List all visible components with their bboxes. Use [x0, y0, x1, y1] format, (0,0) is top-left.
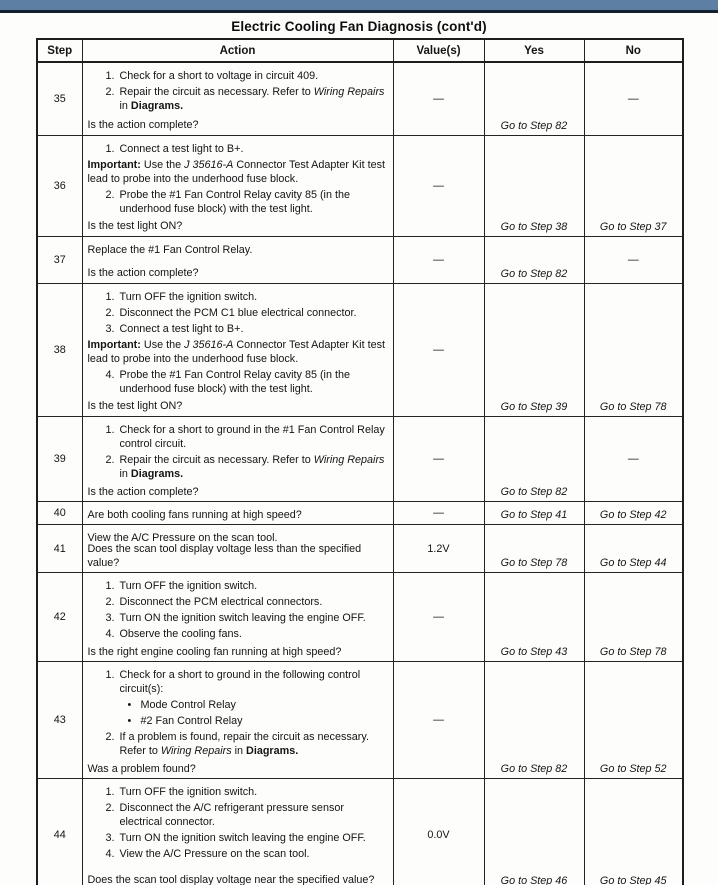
value-cell: 0.0V — [393, 779, 484, 885]
bullet-icon: • — [127, 699, 132, 712]
action-line-bullet — [128, 714, 389, 728]
header-values: Value(s) — [393, 39, 484, 62]
row-question: Is the action complete? — [87, 485, 199, 498]
action-list — [83, 284, 393, 416]
no-cell — [584, 135, 683, 236]
action-text-segment: Observe the cooling fans. — [119, 628, 242, 641]
no-goto-text: Go to Step 78 — [599, 646, 667, 659]
list-item-text — [120, 453, 389, 481]
row-question: Does the scan tool display voltage less than the specified value? — [87, 543, 362, 569]
action-line-num — [100, 142, 389, 156]
action-line-num — [100, 831, 389, 845]
action-text-segment: Disconnect the PCM electrical connectors. — [119, 596, 323, 609]
step-number: 39 — [37, 416, 82, 501]
action-text-segment: Repair the circuit as necessary. Refer to — [119, 453, 314, 466]
list-item-text — [120, 306, 389, 320]
yes-goto-text: Go to Step 41 — [500, 509, 568, 521]
row-question: Are both cooling fans running at high speed? — [87, 508, 302, 521]
action-line-bullet — [128, 698, 389, 712]
no-cell — [584, 662, 683, 779]
yes-goto-text: Go to Step 82 — [500, 267, 568, 280]
no-cell — [584, 283, 683, 416]
no-cell — [584, 62, 683, 135]
step-number: 41 — [37, 525, 82, 573]
action-text-segment: Turn OFF the ignition switch. — [119, 580, 258, 592]
list-number: 1. — [105, 580, 115, 592]
action-cell — [82, 283, 393, 416]
yes-goto-text: Go to Step 43 — [500, 646, 568, 659]
list-item-text — [120, 595, 389, 609]
yes-goto-text: Go to Step 38 — [500, 220, 568, 233]
yes-cell — [484, 236, 584, 283]
action-text-segment: in — [231, 745, 247, 758]
header-step: Step — [37, 39, 82, 62]
header-action: Action — [82, 39, 393, 62]
yes-cell — [484, 135, 584, 236]
step-number: 36 — [37, 135, 82, 236]
yes-goto-text: Go to Step 82 — [500, 486, 568, 498]
table-row-step-36 — [37, 135, 683, 236]
action-cell — [82, 662, 393, 779]
list-number: 3. — [105, 612, 115, 625]
value-cell: — — [393, 573, 484, 662]
yes-cell — [484, 62, 584, 135]
yes-cell — [484, 283, 584, 416]
action-text-segment: J 35616-A — [184, 158, 234, 171]
row-question: Is the action complete? — [87, 267, 199, 280]
list-number: 2. — [105, 596, 115, 609]
action-text-segment: Probe the #1 Fan Control Relay cavity 85 (in the underhood fuse block) with the test light. — [119, 188, 350, 215]
row-question: Is the action complete? — [87, 119, 199, 132]
action-text-segment: Wiring Repairs — [160, 745, 232, 758]
list-item-text — [120, 322, 389, 336]
list-item-text — [120, 142, 389, 156]
list-number: 2. — [105, 86, 115, 99]
table-row-step-43 — [37, 662, 683, 779]
action-cell — [82, 779, 393, 885]
no-goto-text: Go to Step 44 — [599, 557, 667, 569]
list-number: 1. — [105, 142, 115, 155]
list-item-text — [120, 847, 389, 861]
action-text-segment: Important: — [87, 158, 141, 171]
row-question: Was a problem found? — [87, 762, 196, 775]
list-number: 1. — [105, 669, 115, 682]
action-text-segment: Check for a short to ground in the #1 Fan Control Relay control circuit. — [119, 423, 385, 450]
action-line-para — [88, 338, 389, 366]
list-number: 1. — [105, 70, 115, 82]
action-cell — [82, 502, 393, 525]
step-number: 38 — [37, 283, 82, 416]
list-item-text — [120, 831, 389, 845]
action-text-segment: Connect a test light to B+. — [119, 322, 244, 335]
yes-cell — [484, 502, 584, 525]
yes-cell — [484, 779, 584, 885]
list-number: 1. — [105, 423, 115, 436]
list-item-text — [120, 611, 389, 625]
no-goto-text: Go to Step 42 — [599, 509, 667, 521]
action-line-num — [100, 69, 389, 83]
list-number: 2. — [105, 306, 115, 319]
yes-goto-text: Go to Step 82 — [500, 119, 568, 132]
action-line-num — [100, 730, 389, 758]
action-text-segment: Connect a test light to B+. — [119, 142, 244, 155]
table-header-row — [37, 39, 683, 62]
action-text-segment: Turn ON the ignition switch leaving the engine OFF. — [119, 832, 366, 845]
action-cell — [82, 573, 393, 662]
action-text-segment: in — [119, 467, 131, 480]
action-line-num — [100, 85, 389, 113]
row-question: Is the test light ON? — [87, 400, 183, 413]
list-item-text — [120, 69, 389, 83]
action-text-segment: Turn ON the ignition switch leaving the engine OFF. — [119, 612, 366, 625]
action-text-segment: Repair the circuit as necessary. Refer to — [119, 86, 314, 99]
action-text-segment: Diagrams. — [246, 745, 299, 758]
action-line-num — [100, 423, 389, 451]
yes-cell — [484, 573, 584, 662]
yes-cell — [484, 416, 584, 501]
list-item-text — [120, 85, 389, 113]
list-item-text — [120, 668, 389, 696]
top-window-bar — [0, 0, 718, 13]
yes-cell — [484, 525, 584, 573]
action-list — [83, 662, 393, 778]
list-number: 3. — [105, 832, 115, 845]
table-row-step-42 — [37, 573, 683, 662]
table-row-step-41 — [37, 525, 683, 573]
list-number: 3. — [105, 322, 115, 335]
no-cell — [584, 236, 683, 283]
list-number: 4. — [105, 368, 115, 381]
bullet-item-text — [141, 698, 236, 712]
action-text-segment: Check for a short to ground in the following control circuit(s): — [119, 669, 361, 696]
action-cell — [82, 135, 393, 236]
yes-goto-text: Go to Step 78 — [500, 557, 568, 569]
value-cell: — — [393, 62, 484, 135]
action-text-segment: View the A/C Pressure on the scan tool. — [87, 532, 278, 544]
no-goto-text: — — [627, 92, 639, 105]
action-text-segment: Use the — [140, 338, 185, 351]
action-line-para — [88, 158, 389, 186]
action-line-num — [100, 785, 389, 799]
action-text-segment: Mode Control Relay — [140, 699, 236, 712]
list-number: 4. — [105, 628, 115, 641]
action-text-segment: Turn OFF the ignition switch. — [119, 290, 258, 303]
list-item-text — [120, 801, 389, 829]
action-line-num — [100, 188, 389, 216]
table-row-step-44 — [37, 779, 683, 885]
step-number: 44 — [37, 779, 82, 885]
action-text-segment: Diagrams. — [130, 467, 184, 480]
action-cell — [82, 62, 393, 135]
row-question: Does the scan tool display voltage near the specified value? — [87, 874, 375, 885]
action-list — [83, 779, 393, 881]
no-cell — [584, 525, 683, 573]
action-text-segment: Check for a short to voltage in circuit 409. — [119, 70, 319, 82]
value-cell: — — [393, 283, 484, 416]
list-number: 2. — [105, 188, 115, 201]
list-item-text — [120, 627, 389, 641]
table-row-step-37 — [37, 236, 683, 283]
action-line-para — [88, 243, 389, 257]
action-text-segment: Wiring Repairs — [313, 86, 385, 99]
action-line-num — [100, 368, 389, 396]
no-goto-text: — — [627, 253, 639, 266]
yes-goto-text: Go to Step 46 — [500, 874, 568, 885]
no-cell — [584, 502, 683, 525]
table-body — [37, 62, 683, 885]
action-line-num — [100, 668, 389, 696]
action-text-segment: Wiring Repairs — [313, 453, 385, 466]
value-cell: 1.2V — [393, 525, 484, 573]
action-text-segment: If a problem is found, repair the circuit as necessary. Refer to — [119, 731, 369, 758]
list-number: 2. — [105, 453, 115, 466]
list-number: 1. — [105, 290, 115, 303]
value-cell: — — [393, 236, 484, 283]
action-line-num — [100, 306, 389, 320]
bullet-item-text — [141, 714, 243, 728]
action-text-segment: J 35616-A — [184, 338, 234, 351]
table-row-step-35 — [37, 62, 683, 135]
no-cell — [584, 573, 683, 662]
diagnosis-table — [36, 38, 684, 885]
action-text-segment: Use the — [140, 158, 185, 171]
action-text-segment: Probe the #1 Fan Control Relay cavity 85 (in the underhood fuse block) with the test light. — [119, 368, 350, 395]
header-no: No — [584, 39, 683, 62]
action-text-segment: Replace the #1 Fan Control Relay. — [87, 243, 253, 256]
no-goto-text: Go to Step 52 — [599, 763, 667, 776]
no-goto-text: Go to Step 37 — [599, 220, 667, 233]
action-text-segment: Disconnect the PCM C1 blue electrical connector. — [119, 306, 357, 319]
action-line-num — [100, 847, 389, 861]
no-cell — [584, 416, 683, 501]
action-line-num — [100, 611, 389, 625]
row-question: Is the right engine cooling fan running at high speed? — [87, 645, 342, 658]
action-line-num — [100, 801, 389, 829]
yes-goto-text: Go to Step 82 — [500, 763, 568, 776]
header-yes: Yes — [484, 39, 584, 62]
no-goto-text: Go to Step 45 — [599, 874, 667, 885]
yes-goto-text: Go to Step 39 — [500, 400, 568, 413]
table-row-step-40 — [37, 502, 683, 525]
action-line-num — [100, 627, 389, 641]
action-text-segment: Diagrams. — [130, 100, 184, 113]
list-number: 1. — [105, 786, 115, 799]
value-cell: — — [393, 502, 484, 525]
step-number: 42 — [37, 573, 82, 662]
table-row-step-38 — [37, 283, 683, 416]
list-item-text — [120, 730, 389, 758]
action-text-segment: Important: — [87, 338, 141, 351]
action-text-segment: View the A/C Pressure on the scan tool. — [119, 848, 310, 861]
list-number: 2. — [105, 802, 115, 815]
no-cell — [584, 779, 683, 885]
list-item-text — [120, 368, 389, 396]
action-text-segment: Turn OFF the ignition switch. — [119, 786, 258, 799]
action-cell — [82, 236, 393, 283]
action-cell — [82, 525, 393, 573]
list-item-text — [120, 188, 389, 216]
step-number: 43 — [37, 662, 82, 779]
list-item-text — [120, 423, 389, 451]
action-cell — [82, 416, 393, 501]
row-question: Is the test light ON? — [87, 220, 183, 233]
page-title: Electric Cooling Fan Diagnosis (cont'd) — [231, 19, 487, 34]
bullet-icon: • — [127, 715, 132, 728]
value-cell: — — [393, 416, 484, 501]
action-text-segment: Connector Test Adapter Kit test lead to probe into the underhood fuse block. — [87, 158, 385, 185]
value-cell: — — [393, 662, 484, 779]
list-item-text — [120, 290, 389, 304]
action-text-segment: Disconnect the A/C refrigerant pressure sensor electrical connector. — [119, 802, 344, 829]
action-line-num — [100, 322, 389, 336]
action-line-num — [100, 290, 389, 304]
action-text-segment: in — [119, 100, 131, 113]
step-number: 37 — [37, 236, 82, 283]
action-text-segment: #2 Fan Control Relay — [140, 715, 243, 728]
step-number: 35 — [37, 62, 82, 135]
list-item-text — [120, 785, 389, 799]
action-text-segment: Connector Test Adapter Kit test lead to probe into the underhood fuse block. — [87, 338, 385, 365]
list-number: 4. — [105, 848, 115, 861]
no-goto-text: — — [627, 452, 639, 465]
step-number: 40 — [37, 502, 82, 525]
list-number: 2. — [105, 731, 115, 744]
no-goto-text: Go to Step 78 — [599, 400, 667, 413]
list-item-text — [120, 579, 389, 593]
value-cell: — — [393, 135, 484, 236]
yes-cell — [484, 662, 584, 779]
action-line-num — [100, 579, 389, 593]
action-line-num — [100, 453, 389, 481]
action-line-num — [100, 595, 389, 609]
table-row-step-39 — [37, 416, 683, 501]
